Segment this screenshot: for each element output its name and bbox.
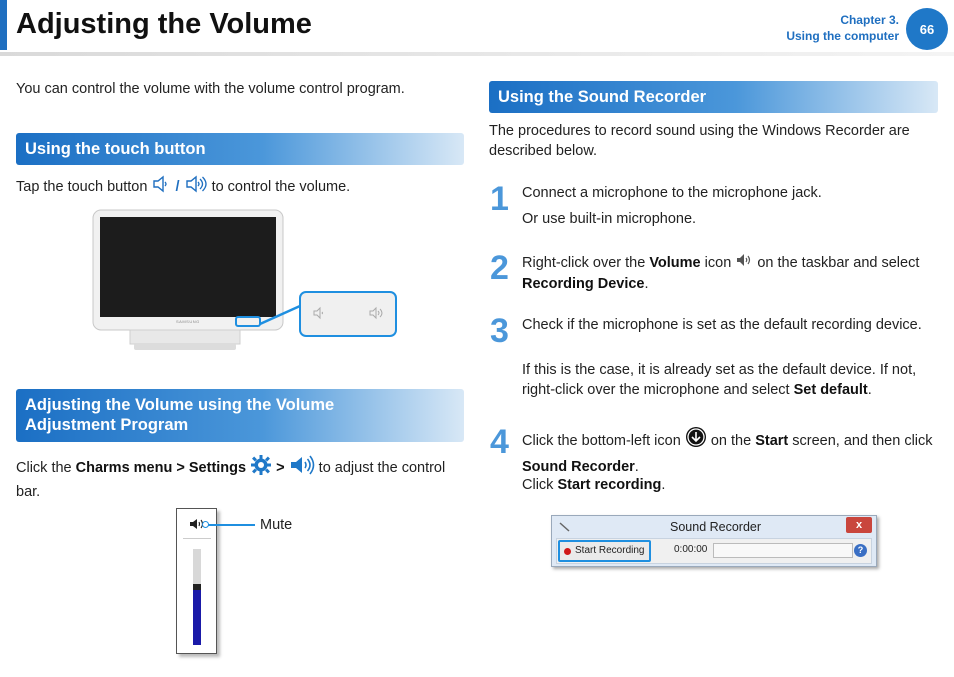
program-instruction [16,454,468,502]
sound-recorder-window [551,515,877,567]
volume-control-panel [176,508,217,654]
sound-recorder-label: Sound Recorder [522,459,635,475]
chapter-number: Chapter 3. [840,13,899,27]
down-arrow-icon [685,426,707,456]
gear-icon [250,454,272,482]
adjust-text-cont: bar. [16,484,41,500]
mute-callout-dot [202,521,209,528]
volume-label: Volume [649,254,701,271]
start-recording-button-label: Start Recording [575,545,645,556]
start-label: Start [755,432,789,449]
volume-up-touch-icon [368,306,384,325]
touch-separator: / [175,178,180,195]
step-4-number: 4 [490,423,509,461]
panel-divider [183,538,211,539]
program-section-heading: Adjusting the Volume using the Volume Adjustment Program [16,389,464,442]
recorder-time: 0:00:00 [674,544,708,555]
recorder-title: Sound Recorder [670,520,762,534]
step-1-number: 1 [490,180,509,218]
recorder-body [556,538,872,564]
recording-device-label: Recording Device [522,276,645,292]
recorder-intro: The procedures to record sound using the Windows Recorder are described below. [489,123,910,159]
step-3-text: Check if the microphone is set as the default recording device. [522,317,922,333]
adjust-text: to adjust the control [318,459,446,476]
volume-slider-thumb[interactable] [193,584,201,590]
start-recording-button[interactable] [558,540,651,562]
chapter-title: Using the computer [786,29,899,43]
set-default-label: Set default [793,382,868,398]
step-4-text: Click the bottom-left icon on the Start screen, and then click Sound Recorder. [522,426,937,479]
volume-down-touch-icon [312,306,326,325]
header-accent-bar [0,0,7,50]
speaker-icon [289,454,315,482]
step-1-text: Connect a microphone to the microphone jack. [522,185,822,201]
volume-slider-fill [193,587,201,645]
record-dot-icon [564,548,571,555]
chapter-label [786,12,899,44]
touch-instruction [16,174,350,200]
volume-down-icon [151,174,171,200]
recorder-close-button[interactable]: x [846,517,872,533]
mute-callout-line [205,524,255,526]
microphone-icon [558,520,572,538]
settings-label: Settings [188,459,247,476]
touch-section-heading: Using the touch button [16,133,464,165]
help-button[interactable]: ? [854,544,867,557]
step-2-text: Right-click over the Volume icon on the taskbar and select Recording Device. [522,252,942,294]
mute-label: Mute [260,517,293,533]
volume-slider-track[interactable] [193,549,201,645]
click-the-text: Click the [16,459,72,476]
step-2-number: 2 [490,249,509,287]
gt-separator-2: > [276,459,285,476]
step-3-number: 3 [490,312,509,350]
gt-separator-1: > [176,459,185,476]
recorder-section-heading: Using the Sound Recorder [489,81,938,113]
touch-text-before: Tap the touch button [16,178,148,195]
page-number: 66 [906,8,948,50]
step-3-subtext: If this is the case, it is already set as the default device. If not, right-click over the microphone and select Set default. [522,362,917,398]
taskbar-volume-icon [735,252,753,274]
charms-menu-label: Charms menu [75,459,173,476]
recorder-progress-bar [713,543,853,558]
monitor-illustration [90,208,400,354]
page-title: Adjusting the Volume [16,8,312,40]
step-1-subtext: Or use built-in microphone. [522,211,697,227]
intro-text: You can control the volume with the volume control program. [16,81,405,97]
volume-up-icon [184,174,208,200]
start-recording-label: Start recording [557,477,662,493]
monitor-brand: SAMSUNG [176,319,200,324]
header-divider [0,52,954,56]
step-4-subtext: Click Start recording. [522,477,666,493]
touch-text-after: to control the volume. [211,178,351,195]
